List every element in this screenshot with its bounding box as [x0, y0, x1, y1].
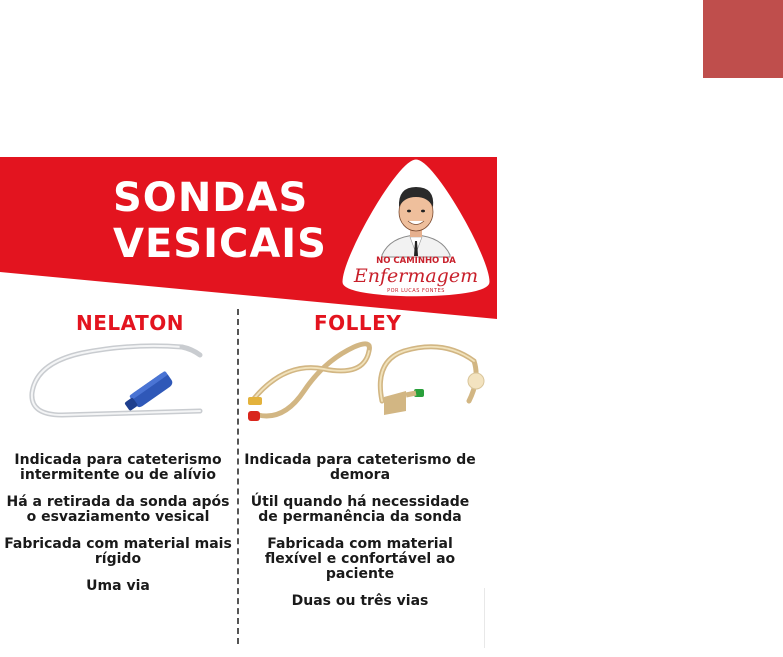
nelaton-item-4: Uma via: [86, 578, 150, 594]
folley-description: [244, 453, 476, 621]
nelaton-item-2: Há a retirada da sonda após o esvaziamento vesical: [6, 494, 230, 525]
accent-block: [703, 0, 783, 78]
folley-item-4: Duas ou três vias: [291, 593, 429, 609]
page-title: [113, 175, 327, 267]
folley-title: FOLLEY: [314, 311, 402, 335]
folley-item-1: Indicada para cateterismo de demora: [244, 452, 476, 483]
folley-item-2: Útil quando há necessidade de permanência da sonda: [250, 494, 470, 525]
logo-text-main: Enfermagem: [353, 265, 479, 287]
image-edge-line: [484, 588, 485, 648]
sondas-vesicais-infographic: [0, 157, 497, 657]
nelaton-title: NELATON: [76, 311, 184, 335]
column-divider: [237, 309, 239, 644]
logo-text-top: NO CAMINHO DA: [376, 256, 456, 266]
foley-catheter-icon: [244, 341, 489, 431]
title-line-1: SONDAS: [113, 175, 309, 221]
nelaton-item-3: Fabricada com material mais rígido: [4, 536, 232, 567]
folley-item-3: Fabricada com material flexível e confortável ao paciente: [264, 536, 456, 582]
title-line-2: VESICAIS: [113, 221, 327, 267]
nelaton-item-1: Indicada para cateterismo intermitente ou de alívio: [14, 452, 222, 483]
nelaton-description: [2, 453, 234, 606]
logo: [338, 157, 494, 303]
logo-text-sub: POR LUCAS FONTES: [387, 288, 445, 294]
nelaton-catheter-icon: [22, 333, 207, 423]
